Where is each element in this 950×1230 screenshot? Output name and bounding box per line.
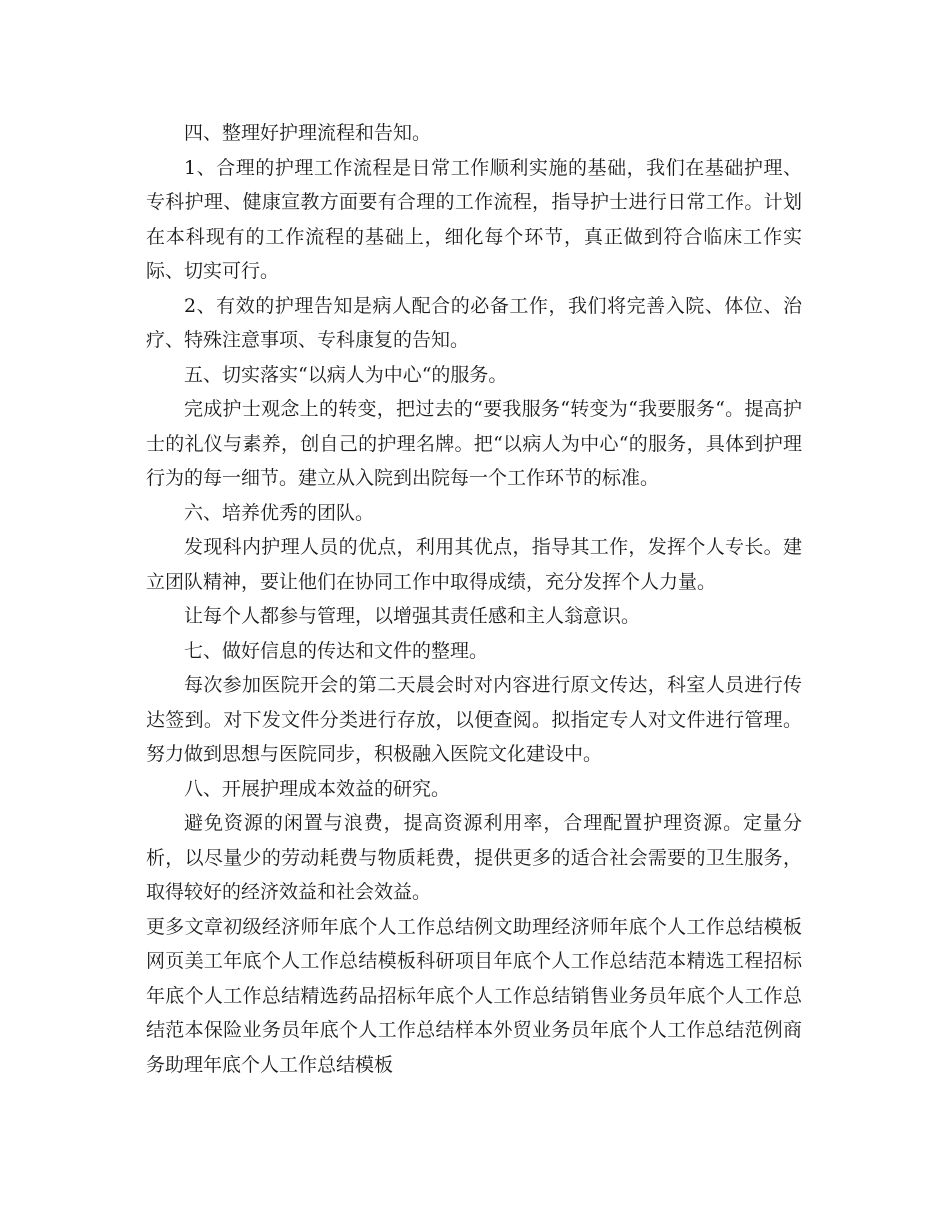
section-heading-4: 四、整理好护理流程和告知。 (184, 122, 432, 144)
more-articles-paragraph: 更多文章初级经济师年底个人工作总结例文助理经济师年底个人工作总结模板网页美工年底个人工作总结模板科研项目年底个人工作总结范本精选工程招标年底个人工作总结精选药品招标年底个人工作总结销售业务员年底个人工作总结范本保险业务员年底个人工作总结样本外贸业务员年底个人工作总结范例商务助理年底个人工作总结模板 (146, 915, 802, 1076)
document-body (146, 116, 802, 1082)
paragraph-service: 完成护士观念上的转变，把过去的“要我服务“转变为“我要服务“。提高护士的礼仪与素养，创自己的护理名牌。把“以病人为中心“的服务，具体到护理行为的每一细节。建立从入院到出院每一个工作环节的标准。 (146, 398, 802, 489)
paragraph-notification: 2、有效的护理告知是病人配合的必备工作，我们将完善入院、体位、治疗、特殊注意事项、专科康复的告知。 (146, 294, 802, 351)
paragraph-participation: 让每个人都参与管理，以增强其责任感和主人翁意识。 (184, 605, 641, 627)
paragraph-workflow: 1、合理的护理工作流程是日常工作顺利实施的基础，我们在基础护理、专科护理、健康宣教方面要有合理的工作流程，指导护士进行日常工作。计划在本科现有的工作流程的基础上，细化每个环节，真正做到符合临床工作实际、切实可行。 (146, 156, 802, 282)
section-heading-7: 七、做好信息的传达和文件的整理。 (184, 639, 489, 662)
section-heading-6: 六、培养优秀的团队。 (184, 501, 375, 524)
section-heading-5: 五、切实落实“以病人为中心“的服务。 (184, 363, 508, 386)
section-heading-8: 八、开展护理成本效益的研究。 (184, 777, 451, 800)
paragraph-cost-benefit: 避免资源的闲置与浪费，提高资源利用率，合理配置护理资源。定量分析，以尽量少的劳动耗费与物质耗费，提供更多的适合社会需要的卫生服务，取得较好的经济效益和社会效益。 (146, 812, 802, 903)
paragraph-information: 每次参加医院开会的第二天晨会时对内容进行原文传达，科室人员进行传达签到。对下发文件分类进行存放，以便查阅。拟指定专人对文件进行管理。努力做到思想与医院同步，积极融入医院文化建设中。 (146, 674, 802, 765)
paragraph-team: 发现科内护理人员的优点，利用其优点，指导其工作，发挥个人专长。建立团队精神，要让他们在协同工作中取得成绩，充分发挥个人力量。 (146, 536, 802, 593)
